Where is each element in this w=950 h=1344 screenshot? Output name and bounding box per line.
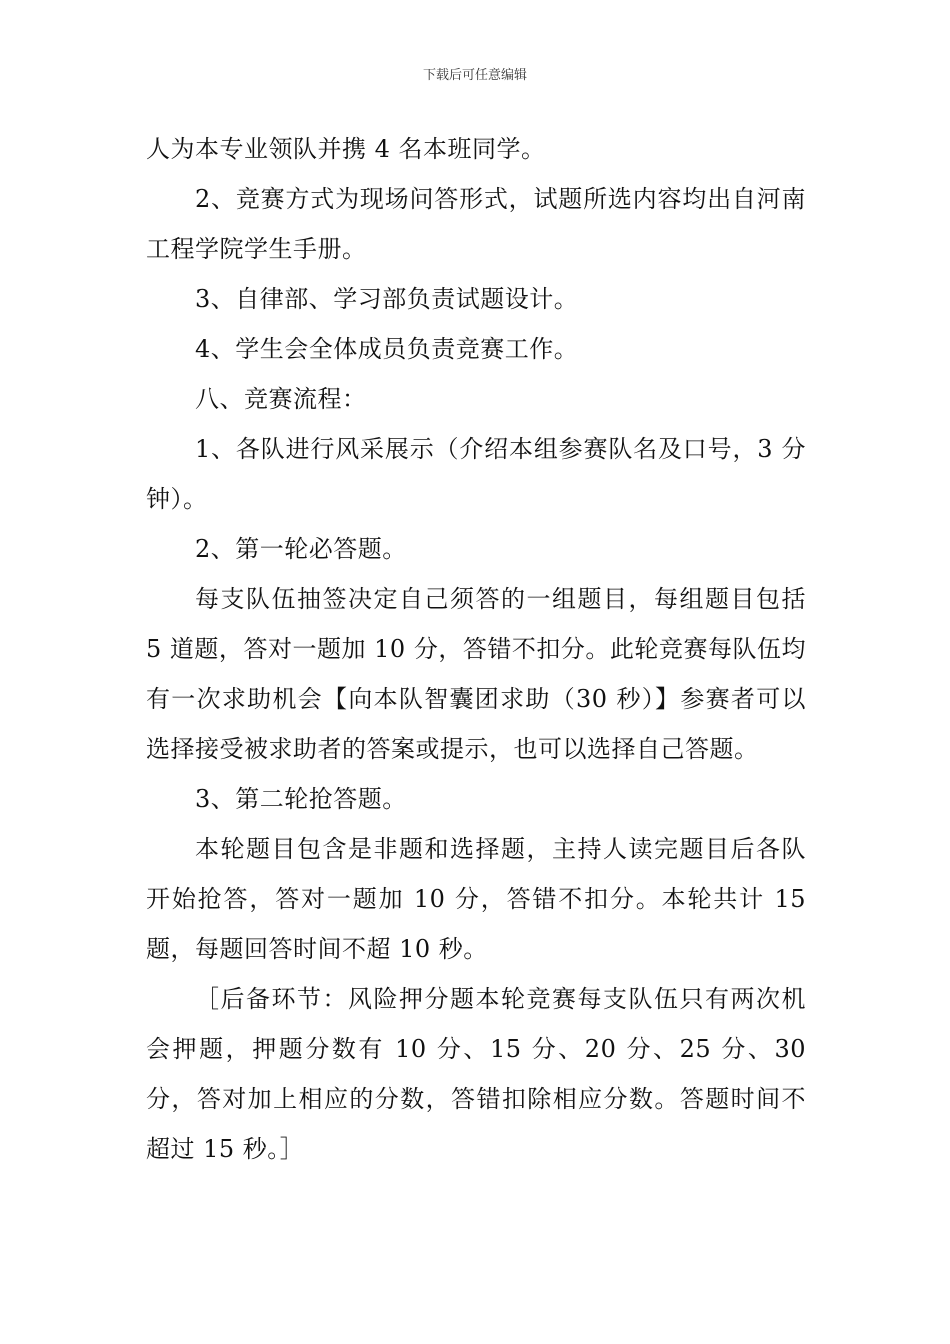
paragraph-9: 3、第二轮抢答题。 bbox=[195, 785, 407, 813]
paragraph-11: ［后备环节：风险押分题本轮竞赛每支队伍只有两次机会押题，押题分数有 10 分、15 分、20 分、25 分、30 分，答对加上相应的分数，答错扣除相应分数。答题时间不超过 15 秒。］ bbox=[146, 985, 806, 1163]
paragraph-3: 3、自律部、学习部负责试题设计。 bbox=[195, 285, 579, 313]
paragraph-2: 2、竞赛方式为现场问答形式，试题所选内容均出自河南工程学院学生手册。 bbox=[146, 185, 806, 263]
section-heading: 八、竞赛流程： bbox=[195, 385, 367, 413]
paragraph-1: 人为本专业领队并携 4 名本班同学。 bbox=[146, 135, 546, 163]
paragraph-6: 1、各队进行风采展示（介绍本组参赛队名及口号，3 分钟）。 bbox=[146, 435, 806, 513]
paragraph-7: 2、第一轮必答题。 bbox=[195, 535, 407, 563]
paragraph-10: 本轮题目包含是非题和选择题，主持人读完题目后各队开始抢答，答对一题加 10 分，答错不扣分。本轮共计 15 题，每题回答时间不超 10 秒。 bbox=[146, 835, 806, 963]
document-body bbox=[146, 124, 806, 1174]
page-header: 下载后可任意编辑 bbox=[422, 68, 527, 83]
paragraph-4: 4、学生会全体成员负责竞赛工作。 bbox=[195, 335, 579, 363]
paragraph-8: 每支队伍抽签决定自己须答的一组题目，每组题目包括 5 道题，答对一题加 10 分，答错不扣分。此轮竞赛每队伍均有一次求助机会【向本队智囊团求助（30 秒）】参赛者可以选择接受被求助者的答案或提示，也可以选择自己答题。 bbox=[146, 585, 806, 763]
